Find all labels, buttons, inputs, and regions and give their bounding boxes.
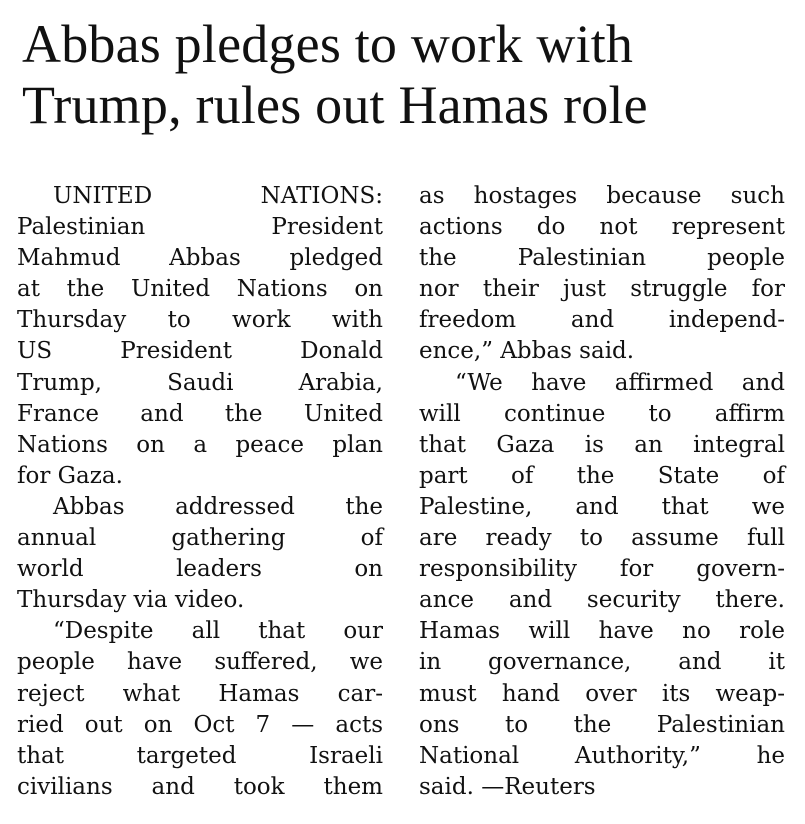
article-text-line: reject what Hamas car- (17, 680, 383, 707)
article-text-line: as hostages because such (419, 183, 785, 209)
article-text-line: the Palestinian people (419, 245, 785, 272)
article-text-line: world leaders on (17, 556, 383, 583)
article-text-line: annual gathering of (17, 525, 383, 552)
article-text-line: in governance, and it (419, 649, 785, 676)
article-column-right (419, 181, 785, 803)
article-text-line: ence,” Abbas said. (419, 338, 635, 365)
article-text-line: France and the United (17, 400, 383, 427)
article-text-line: freedom and independ- (419, 307, 785, 334)
article-text-line: Trump, Saudi Arabia, (17, 369, 383, 396)
article-text-line: “We have affirmed and (455, 369, 785, 396)
headline: Abbas pledges to work with Trump, rules out Hamas role (22, 14, 648, 135)
article-text-line: Palestine, and that we (419, 493, 785, 520)
article-text-line: that targeted Israeli (17, 742, 383, 769)
article-text-line: Palestinian President (17, 214, 383, 241)
article-text-line: Thursday to work with (17, 307, 383, 334)
article-text-line: said. —Reuters (419, 773, 596, 800)
article-text-line: ried out on Oct 7 — acts (17, 711, 383, 738)
article-text-line: must hand over its weap- (419, 680, 785, 707)
article-text-line: National Authority,” he (419, 742, 785, 769)
article-text-line: responsibility for govern- (419, 556, 785, 583)
article-text-line: Hamas will have no role (419, 618, 785, 645)
article-text-line: UNITED NATIONS: (53, 183, 383, 209)
article-text-line: Nations on a peace plan (17, 431, 383, 458)
article-text-line: Thursday via video. (17, 587, 245, 614)
article-text-line: will continue to affirm (419, 400, 785, 427)
article-text-line: part of the State of (419, 462, 785, 489)
article-text-line: ons to the Palestinian (419, 711, 785, 738)
article-text-line: Abbas addressed the (53, 493, 383, 520)
article-text-line: for Gaza. (17, 462, 123, 489)
article-column-left (17, 181, 383, 803)
article-text-line: that Gaza is an integral (419, 431, 785, 458)
article-text-line: US President Donald (17, 338, 383, 365)
article-text-line: civilians and took them (17, 773, 383, 800)
article-text-line: people have suffered, we (17, 649, 383, 676)
article-text-line: are ready to assume full (419, 525, 785, 552)
article-text-line: Mahmud Abbas pledged (17, 245, 383, 272)
article-text-line: actions do not represent (419, 214, 785, 241)
article-text-line: ance and security there. (419, 587, 785, 614)
article-text-line: “Despite all that our (53, 618, 383, 645)
article-text-line: at the United Nations on (17, 276, 383, 303)
article-text-line: nor their just struggle for (419, 276, 785, 303)
